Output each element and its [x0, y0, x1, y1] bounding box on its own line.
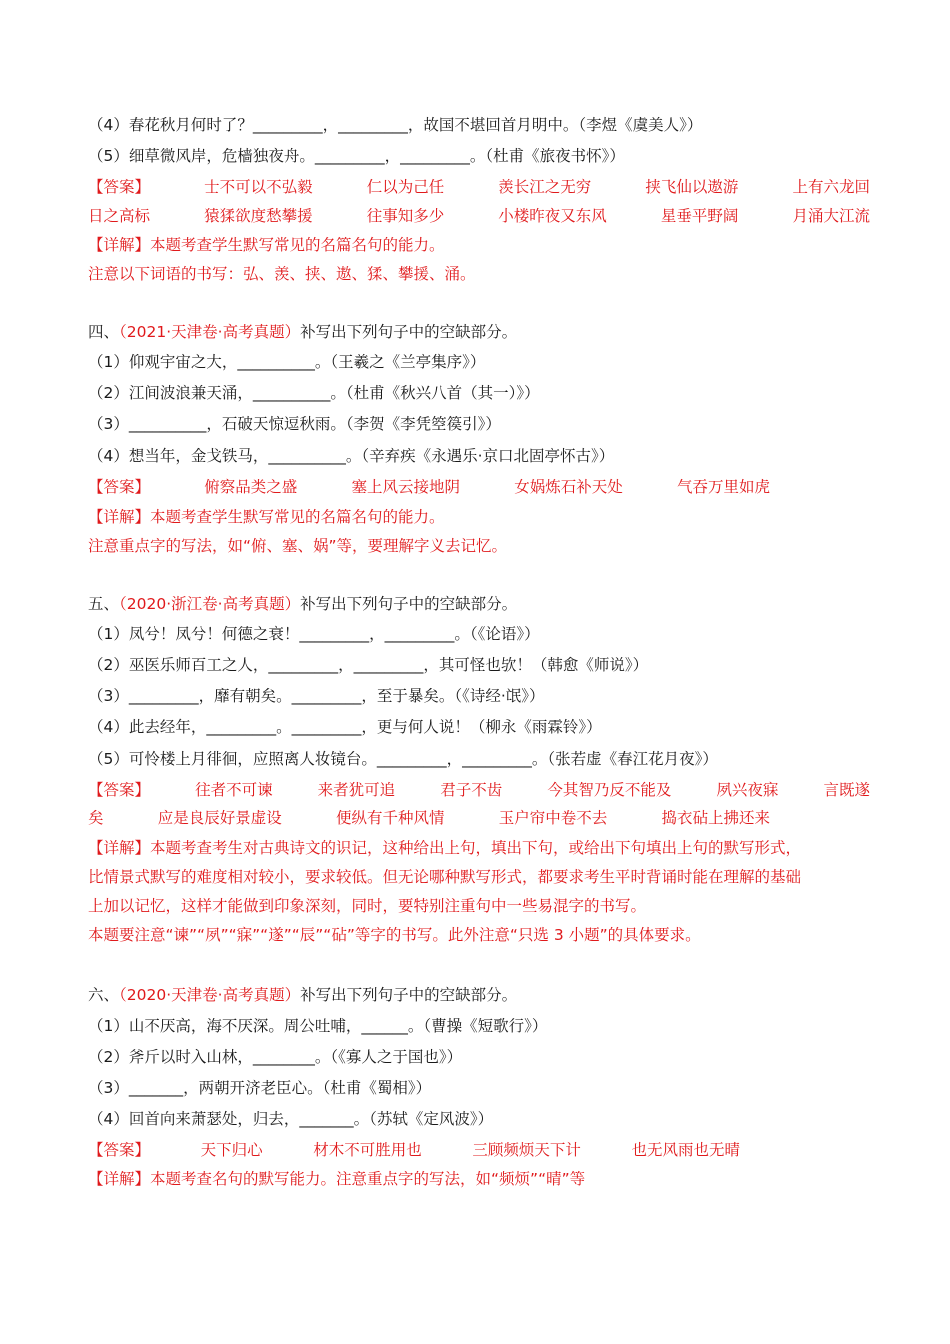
q4-item-4: （4）想当年，金戈铁马，__________。（辛弃疾《永遇乐·京口北固亭怀古》）: [88, 447, 615, 465]
section-number: 五、: [88, 595, 120, 613]
q6-detail: [88, 1169, 870, 1189]
answer-item: 来者犹可追: [317, 781, 396, 799]
answer-item: 矣: [88, 809, 104, 827]
answer-label: 【答案】: [88, 1141, 151, 1159]
answer-item: 日之高标: [88, 207, 151, 225]
q5-heading: [88, 594, 870, 614]
answer-item: 气吞万里如虎: [676, 478, 770, 496]
q5-answer-line-1: [88, 780, 870, 800]
answer-label: 【答案】: [88, 178, 151, 196]
question-stem: 补写出下列句子中的空缺部分。: [300, 323, 518, 341]
q4-heading: [88, 322, 870, 342]
question-stem: 补写出下列句子中的空缺部分。: [300, 986, 518, 1004]
answer-item: 夙兴夜寐: [716, 781, 779, 799]
detail-text: 本题考查学生默写常见的名篇名句的能力。: [150, 508, 445, 526]
detail-label: 【详解】: [88, 1170, 151, 1188]
answer-item: 三顾频烦天下计: [472, 1141, 581, 1159]
q5-item-1: （1）凤兮！凤兮！何德之衰！_________，_________。（《论语》）: [88, 625, 540, 643]
answer-item: 星垂平野阔: [660, 207, 739, 225]
q5-item-5: （5）可怜楼上月徘徊，应照离人妆镜台。_________，_________。（张若虚《春江花月夜》）: [88, 750, 718, 768]
q3-item-4: （4）春花秋月何时了？_________，_________，故国不堪回首月明中。（李煜《虞美人》）: [88, 116, 703, 134]
question-source: （2021·天津卷·高考真题）: [119, 323, 301, 341]
q5-item-3: （3）_________，靡有朝矣。_________，至于暴矣。（《诗经·氓》）: [88, 687, 545, 705]
answer-label: 【答案】: [88, 781, 151, 799]
detail-text: 本题考查考生对古典诗文的识记，这种给出上句，填出下句，或给出下句填出上句的默写形式，: [150, 839, 802, 857]
answer-item: 玉户帘中卷不去: [498, 809, 608, 827]
detail-text: 本题考查学生默写常见的名篇名句的能力。: [150, 236, 445, 254]
answer-item: 仁以为己任: [366, 178, 445, 196]
question-source: （2020·天津卷·高考真题）: [119, 986, 301, 1004]
detail-label: 【详解】: [88, 236, 151, 254]
answer-item: 也无风雨也无晴: [631, 1141, 740, 1159]
q3-detail: [88, 235, 870, 255]
answer-item: 塞上风云接地阴: [351, 478, 460, 496]
q4-item-2: （2）江间波浪兼天涌，__________。（杜甫《秋兴八首（其一）》）: [88, 384, 540, 402]
section-number: 六、: [88, 986, 120, 1004]
answer-item: 天下归心: [200, 1141, 263, 1159]
q3-answer-line-1: [88, 177, 870, 197]
answer-item: 往事知多少: [366, 207, 445, 225]
q6-heading: [88, 985, 870, 1005]
answer-item: 往者不可谏: [195, 781, 273, 799]
answer-item: 君子不齿: [440, 781, 503, 799]
answer-item: 捣衣砧上拂还来: [661, 809, 770, 827]
answer-item: 猿猱欲度愁攀援: [204, 207, 313, 225]
q4-answer-line: [88, 477, 770, 497]
answer-item: 月涌大江流: [792, 207, 870, 225]
answer-item: 俯察品类之盛: [204, 478, 298, 496]
answer-item: 士不可以不弘毅: [204, 178, 313, 196]
q6-item-2: （2）斧斤以时入山林，________。（《寡人之于国也》）: [88, 1048, 463, 1066]
detail-label: 【详解】: [88, 508, 151, 526]
detail-label: 【详解】: [88, 839, 151, 857]
answer-label: 【答案】: [88, 478, 151, 496]
q4-item-1: （1）仰观宇宙之大，__________。（王羲之《兰亭集序》）: [88, 353, 486, 371]
q4-item-3: （3）__________，石破天惊逗秋雨。（李贺《李凭箜篌引》）: [88, 415, 501, 433]
answer-item: 应是良辰好景虚设: [157, 809, 282, 827]
answer-item: 言既遂: [823, 781, 870, 799]
q3-note: 注意以下词语的书写：弘、羡、挟、遨、猱、攀援、涌。: [88, 265, 476, 283]
answer-item: 材木不可胜用也: [313, 1141, 422, 1159]
q6-item-4: （4）回首向来萧瑟处，归去，_______。（苏轼《定风波》）: [88, 1110, 494, 1128]
q3-answer-line-2: [88, 206, 870, 226]
q4-detail: [88, 507, 870, 527]
question-source: （2020·浙江卷·高考真题）: [119, 595, 301, 613]
answer-item: 羡长江之无穷: [498, 178, 592, 196]
q5-detail-4: 本题要注意“谏”“夙”“寐”“遂”“辰”“砧”等字的书写。此外注意“只选 3 小题”的具体要求。: [88, 926, 701, 944]
q6-item-3: （3）_______，两朝开济老臣心。（杜甫《蜀相》）: [88, 1079, 432, 1097]
q5-item-4: （4）此去经年，_________。_________，更与何人说！（柳永《雨霖铃》）: [88, 718, 602, 736]
q5-answer-line-2: [88, 808, 770, 828]
q6-answer-line: [88, 1140, 740, 1160]
q3-item-5: （5）细草微风岸，危樯独夜舟。_________，_________。（杜甫《旅夜书怀》）: [88, 147, 625, 165]
q5-detail-3: 上加以记忆，这样才能做到印象深刻，同时，要特别注重句中一些易混字的书写。: [88, 897, 647, 915]
q5-detail-1: [88, 838, 870, 858]
q6-item-1: （1）山不厌高，海不厌深。周公吐哺，______。（曹操《短歌行》）: [88, 1017, 548, 1035]
question-stem: 补写出下列句子中的空缺部分。: [300, 595, 518, 613]
answer-item: 今其智乃反不能及: [547, 781, 672, 799]
q5-item-2: （2）巫医乐师百工之人，_________，_________，其可怪也欤！（韩愈《师说》）: [88, 656, 649, 674]
answer-item: 女娲炼石补天处: [514, 478, 623, 496]
section-number: 四、: [88, 323, 120, 341]
answer-item: 便纵有千种风情: [335, 809, 445, 827]
q5-detail-2: 比情景式默写的难度相对较小，要求较低。但无论哪种默写形式，都要求考生平时背诵时能在理解的基础: [88, 868, 802, 886]
answer-item: 上有六龙回: [792, 178, 870, 196]
answer-item: 挟飞仙以遨游: [645, 178, 739, 196]
q4-note: 注意重点字的写法，如“俯、塞、娲”等，要理解字义去记忆。: [88, 537, 508, 555]
answer-item: 小楼昨夜又东风: [498, 207, 607, 225]
detail-text: 本题考查名句的默写能力。注意重点字的写法，如“频烦”“晴”等: [150, 1170, 586, 1188]
